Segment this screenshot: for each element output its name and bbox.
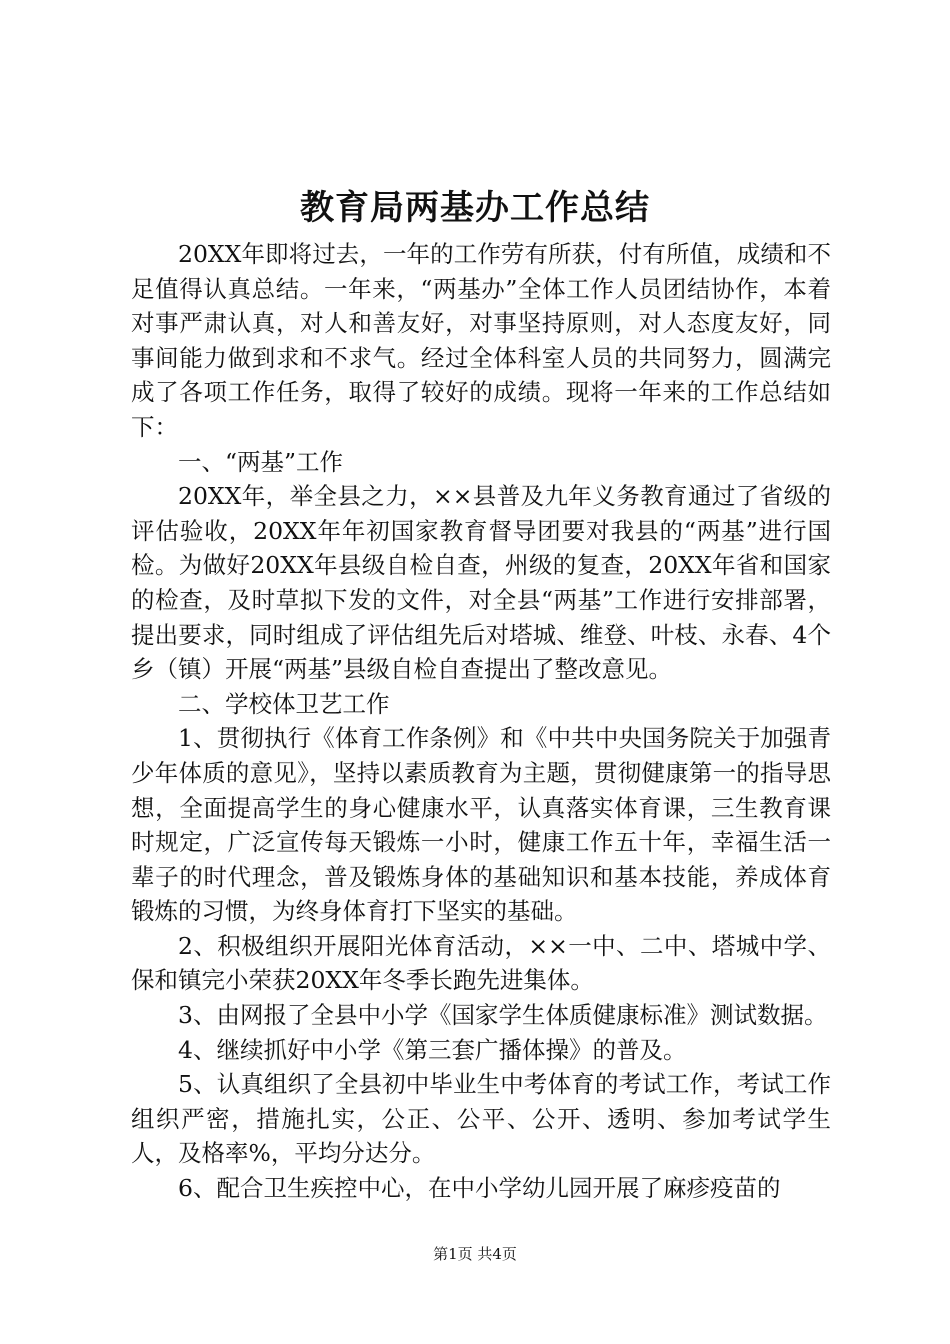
- document-title: 教育局两基办工作总结: [300, 188, 650, 228]
- page-footer: 第1页 共4页: [433, 1245, 517, 1263]
- paragraph-item-3: 3、由网报了全县中小学《国家学生体质健康标准》测试数据。: [178, 1001, 828, 1030]
- paragraph-item-4: 4、继续抓好中小学《第三套广播体操》的普及。: [178, 1035, 687, 1064]
- document-body: [131, 237, 831, 1206]
- paragraph-intro: 20XX年即将过去，一年的工作劳有所获，付有所值，成绩和不足值得认真总结。一年来，“两基办”全体工作人员团结协作，本着对事严肃认真，对人和善友好，对事坚持原则，对人态度友好，同事间能力做到求和不求气。经过全体科室人员的共同努力，圆满完成了各项工作任务，取得了较好的成绩。现将一年来的工作总结如下：: [131, 240, 831, 441]
- paragraph-item-5: 5、认真组织了全县初中毕业生中考体育的考试工作，考试工作组织严密，措施扎实，公正、公平、公开、透明、参加考试学生人，及格率%，平均分达分。: [131, 1070, 831, 1168]
- paragraph-item-6: 6、配合卫生疾控中心，在中小学幼儿园开展了麻疹疫苗的: [178, 1174, 781, 1203]
- paragraph-item-2: 2、积极组织开展阳光体育活动，××一中、二中、塔城中学、保和镇完小荣获20XX年冬季长跑先进集体。: [131, 931, 831, 995]
- paragraph-item-1: 1、贯彻执行《体育工作条例》和《中共中央国务院关于加强青少年体质的意见》，坚持以素质教育为主题，贯彻健康第一的指导思想，全面提高学生的身心健康水平，认真落实体育课，三生教育课时规定，广泛宣传每天锻炼一小时，健康工作五十年，幸福生活一辈子的时代理念，普及锻炼身体的基础知识和基本技能，养成体育锻炼的习惯，为终身体育打下坚实的基础。: [131, 724, 831, 926]
- section-heading-liangji: 一、“两基”工作: [178, 447, 344, 476]
- section-heading-school-sports: 二、学校体卫艺工作: [178, 689, 390, 718]
- paragraph-liangji: 20XX年，举全县之力，××县普及九年义务教育通过了省级的评估验收，20XX年年初国家教育督导团要对我县的“两基”进行国检。为做好20XX年县级自检自查，州级的复查，20XX年省和国家的检查，及时草拟下发的文件，对全县“两基”工作进行安排部署，提出要求，同时组成了评估组先后对塔城、维登、叶枝、永春、4个乡（镇）开展“两基”县级自检自查提出了整改意见。: [131, 482, 831, 684]
